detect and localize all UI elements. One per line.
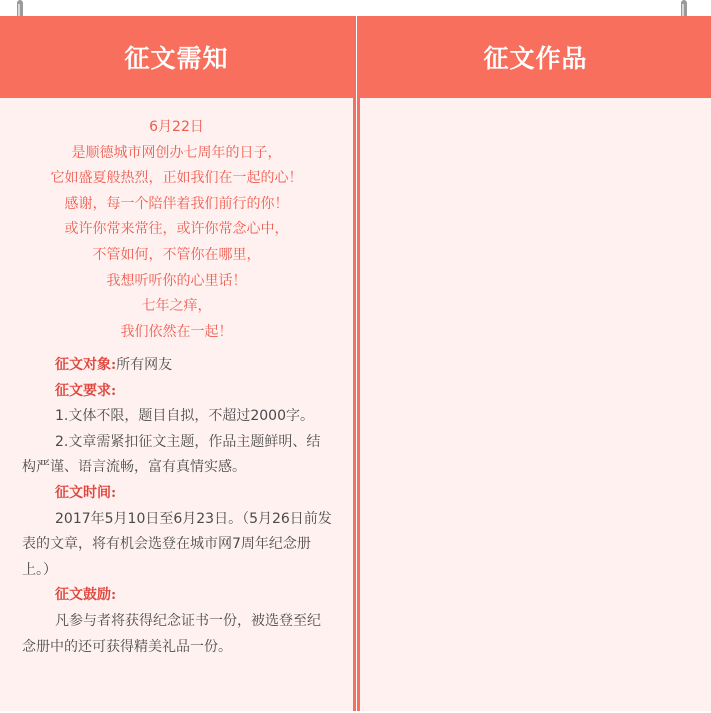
contest-info: [22, 353, 334, 660]
time-text: 2017年5月10日至6月23日。（5月26日前发表的文章，将有机会选登在城市网7周年纪念册上。）: [22, 510, 332, 578]
poem-line: 是顺德城市网创办七周年的日子，: [71, 144, 282, 161]
intro-poem: [0, 115, 353, 345]
poem-line: 我们依然在一起！: [120, 323, 233, 340]
requirement-item: 1.文体不限，题目自拟，不超过2000字。: [55, 408, 314, 425]
reward-label: 征文鼓励:: [55, 587, 117, 604]
time-label: 征文时间:: [55, 484, 117, 501]
requirements-row: [22, 379, 334, 405]
time-row: [22, 481, 334, 507]
reward-text: 凡参与者将获得纪念证书一份，被选登至纪念册中的还可获得精美礼品一份。: [22, 612, 321, 655]
poem-line: 我想听听你的心里话！: [106, 272, 247, 289]
notice-panel-title: 征文需知: [0, 16, 353, 98]
requirement-item: 2.文章需紧扣征文主题，作品主题鲜明、结构严谨、语言流畅，富有真情实感。: [22, 433, 321, 476]
target-value: 所有网友: [116, 357, 173, 373]
poem-line: 感谢，每一个陪伴着我们前行的你！: [64, 195, 289, 212]
poem-line: 6月22日: [149, 119, 204, 135]
target-row: [22, 353, 334, 379]
poem-line: 七年之痒，: [141, 298, 212, 315]
poem-line: 或许你常来常往，或许你常念心中，: [64, 221, 289, 238]
works-panel: [357, 16, 711, 711]
target-label: 征文对象:: [55, 357, 117, 373]
works-panel-title: 征文作品: [360, 16, 711, 98]
reward-row: [22, 583, 334, 609]
poem-line: 它如盛夏般热烈，正如我们在一起的心！: [50, 170, 303, 187]
requirements-label: 征文要求:: [55, 382, 117, 399]
poem-line: 不管如何，不管你在哪里，: [92, 246, 261, 263]
